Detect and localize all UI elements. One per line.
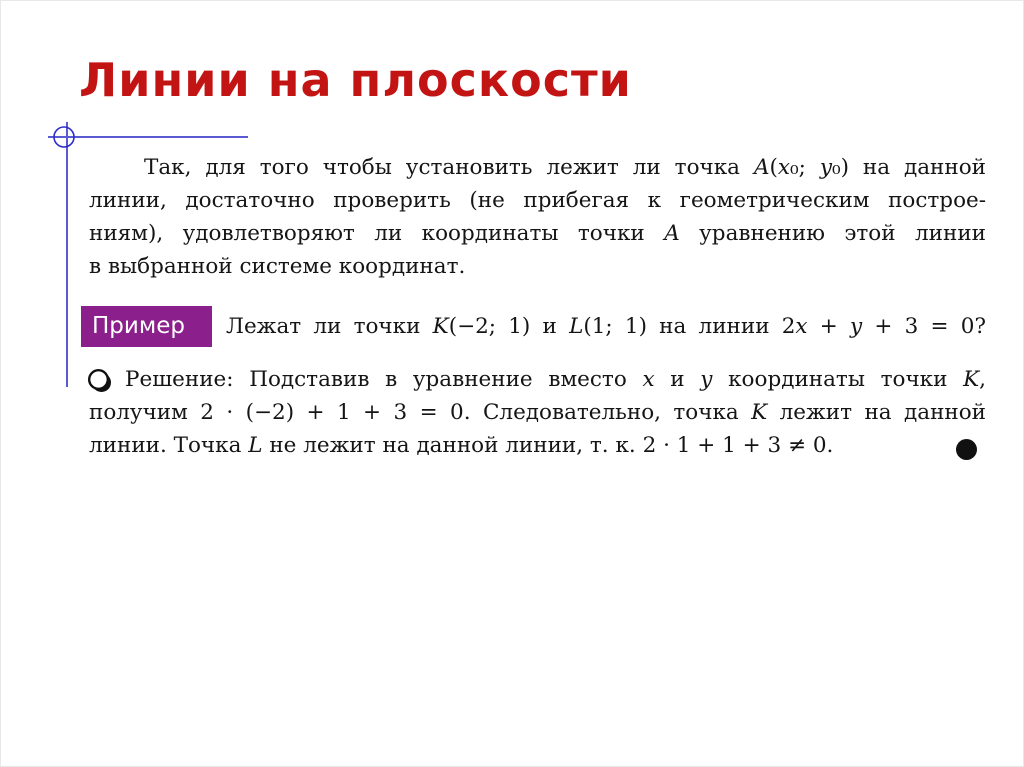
example-label: Пример [92,313,185,339]
example-problem-text: Лежат ли точки K(−2; 1) и L(1; 1) на линии 2x + y + 3 = 0? [226,314,986,339]
slide-title: Линии на плоскости [79,53,632,107]
example-label-box [81,306,212,347]
intro-paragraph: Так, для того чтобы установить лежит ли точка A(x₀; y₀) на данной линии, достаточно проверить (не прибегая к геометрическим построе- ниям), удовлетворяют ли координаты точки A уравнению этой линии в выбранной системе координат. [89,155,986,279]
end-of-solution-marker-icon [956,439,977,460]
solution-paragraph: Решение: Подставив в уравнение вместо x и y координаты точки K, получим 2 · (−2) + 1 + 3 = 0. Следовательно, точка K лежит на данной линии. Точка L не лежит на данной линии, т. к. 2 · 1 + 1 + 3 ≠ 0. [89,367,987,458]
